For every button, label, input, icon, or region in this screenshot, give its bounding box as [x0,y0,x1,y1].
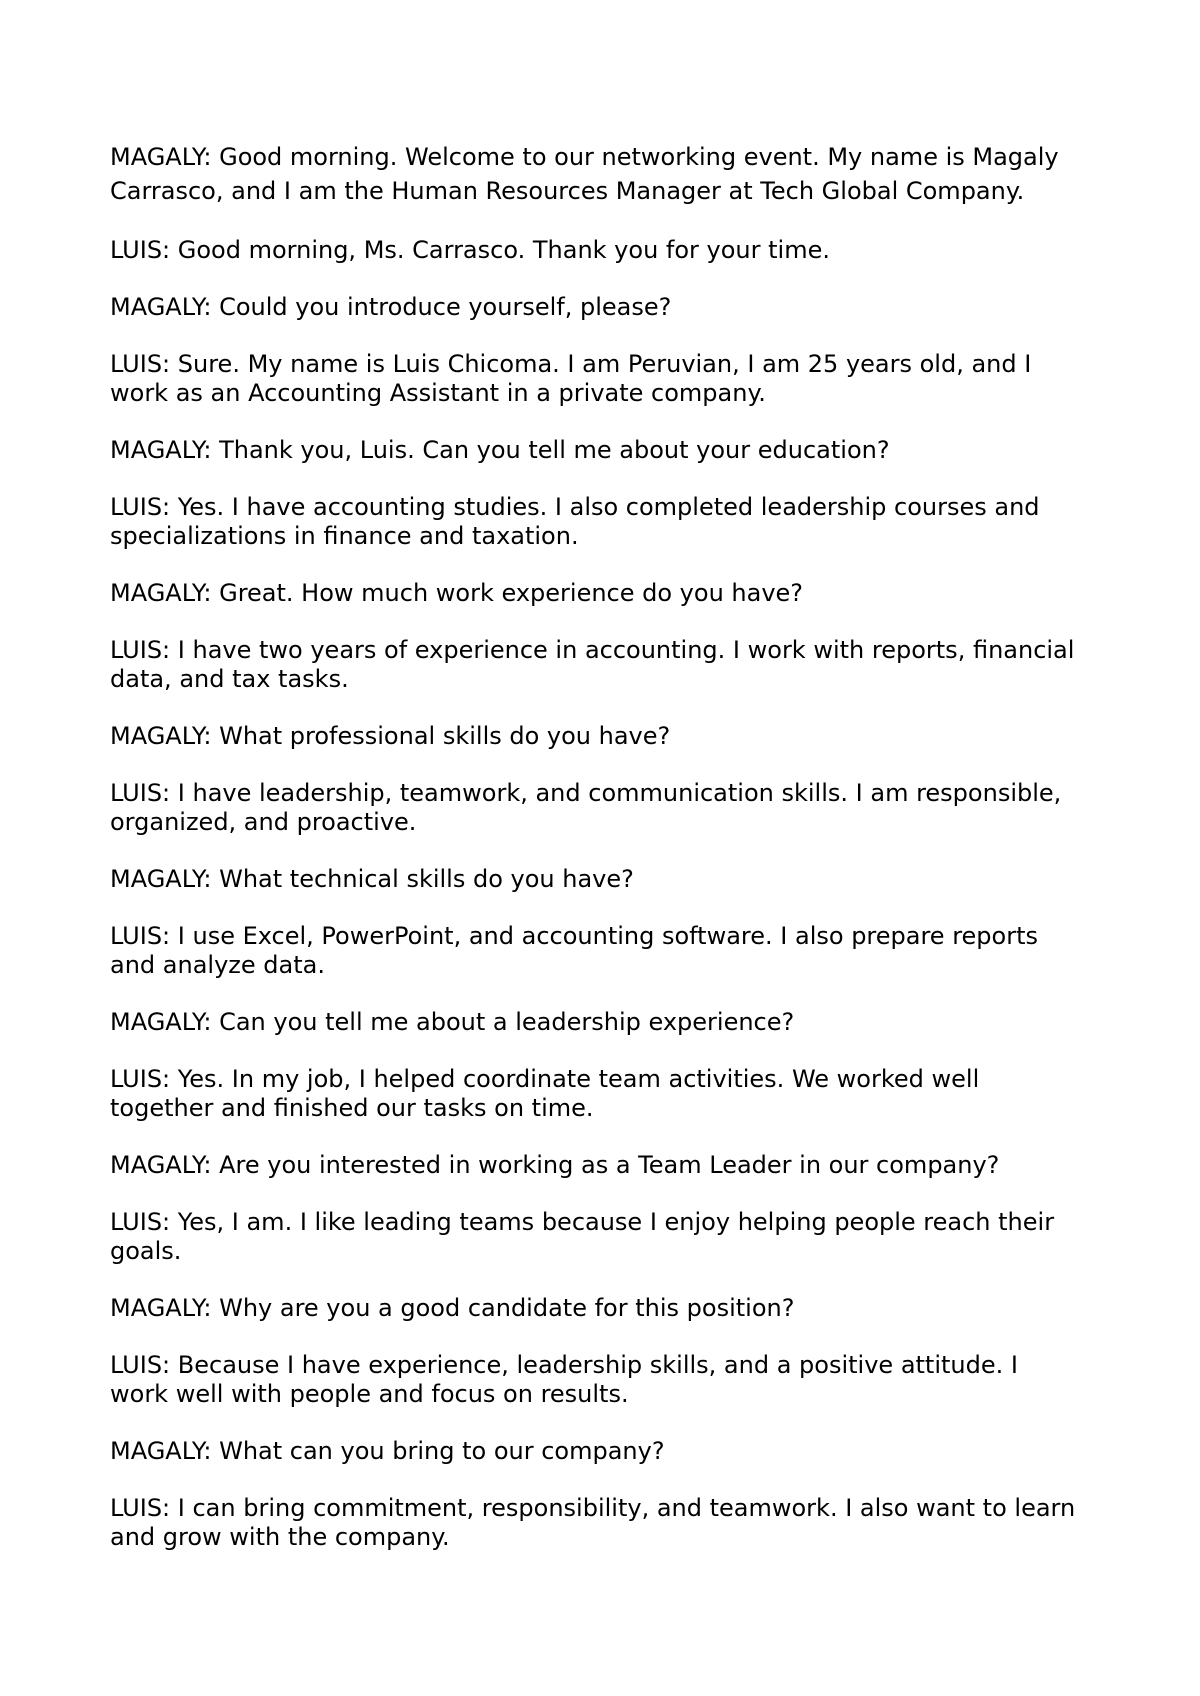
dialogue-line: specializations in finance and taxation. [110,522,579,550]
dialogue-paragraph [110,1294,1110,1323]
dialogue-line: LUIS: I have leadership, teamwork, and communication skills. I am responsible, [110,779,1062,807]
dialogue-line: organized, and proactive. [110,808,417,836]
dialogue-line: MAGALY: What can you bring to our company? [110,1437,665,1465]
dialogue-line: MAGALY: What professional skills do you have? [110,722,671,750]
dialogue-line: MAGALY: Can you tell me about a leadership experience? [110,1008,795,1036]
dialogue-line: MAGALY: Thank you, Luis. Can you tell me about your education? [110,436,890,464]
dialogue-paragraph [110,350,1110,408]
dialogue-line: LUIS: Sure. My name is Luis Chicoma. I am Peruvian, I am 25 years old, and I [110,350,1032,378]
dialogue-paragraph [110,140,1110,208]
dialogue-line: work as an Accounting Assistant in a private company. [110,379,766,407]
dialogue-paragraph [110,1437,1110,1466]
dialogue-line: Carrasco, and I am the Human Resources Manager at Tech Global Company. [110,177,1025,205]
dialogue-paragraph [110,236,1110,265]
dialogue-paragraph [110,1494,1110,1552]
dialogue-line: LUIS: Yes, I am. I like leading teams because I enjoy helping people reach their [110,1208,1055,1236]
dialogue-paragraph [110,293,1110,322]
dialogue-line: MAGALY: Why are you a good candidate for this position? [110,1294,795,1322]
dialogue-line: goals. [110,1237,182,1265]
dialogue-paragraph [110,493,1110,551]
dialogue-line: MAGALY: Good morning. Welcome to our networking event. My name is Magaly [110,143,1059,171]
dialogue-paragraph [110,579,1110,608]
dialogue-line: MAGALY: Could you introduce yourself, please? [110,293,672,321]
dialogue-line: LUIS: I have two years of experience in accounting. I work with reports, financial [110,636,1075,664]
dialogue-line: LUIS: Good morning, Ms. Carrasco. Thank you for your time. [110,236,830,264]
dialogue-line: LUIS: I use Excel, PowerPoint, and accounting software. I also prepare reports [110,922,1039,950]
dialogue-paragraph [110,1208,1110,1266]
dialogue-paragraph [110,1351,1110,1409]
dialogue-line: LUIS: Because I have experience, leadership skills, and a positive attitude. I [110,1351,1018,1379]
dialogue-paragraph [110,922,1110,980]
dialogue-line: work well with people and focus on results. [110,1380,629,1408]
dialogue-paragraph [110,436,1110,465]
dialogue-paragraph [110,1065,1110,1123]
dialogue-line: together and finished our tasks on time. [110,1094,594,1122]
dialogue-line: and analyze data. [110,951,325,979]
dialogue-line: MAGALY: Great. How much work experience do you have? [110,579,804,607]
dialogue-line: LUIS: Yes. In my job, I helped coordinate team activities. We worked well [110,1065,980,1093]
dialogue-paragraph [110,1151,1110,1180]
dialogue-paragraph [110,722,1110,751]
document-body [110,140,1110,1580]
dialogue-line: LUIS: Yes. I have accounting studies. I also completed leadership courses and [110,493,1040,521]
dialogue-line: LUIS: I can bring commitment, responsibility, and teamwork. I also want to learn [110,1494,1076,1522]
dialogue-line: MAGALY: What technical skills do you have? [110,865,634,893]
dialogue-paragraph [110,636,1110,694]
dialogue-line: data, and tax tasks. [110,665,349,693]
dialogue-paragraph [110,779,1110,837]
dialogue-line: and grow with the company. [110,1523,450,1551]
dialogue-paragraph [110,1008,1110,1037]
dialogue-paragraph [110,865,1110,894]
dialogue-line: MAGALY: Are you interested in working as a Team Leader in our company? [110,1151,1000,1179]
